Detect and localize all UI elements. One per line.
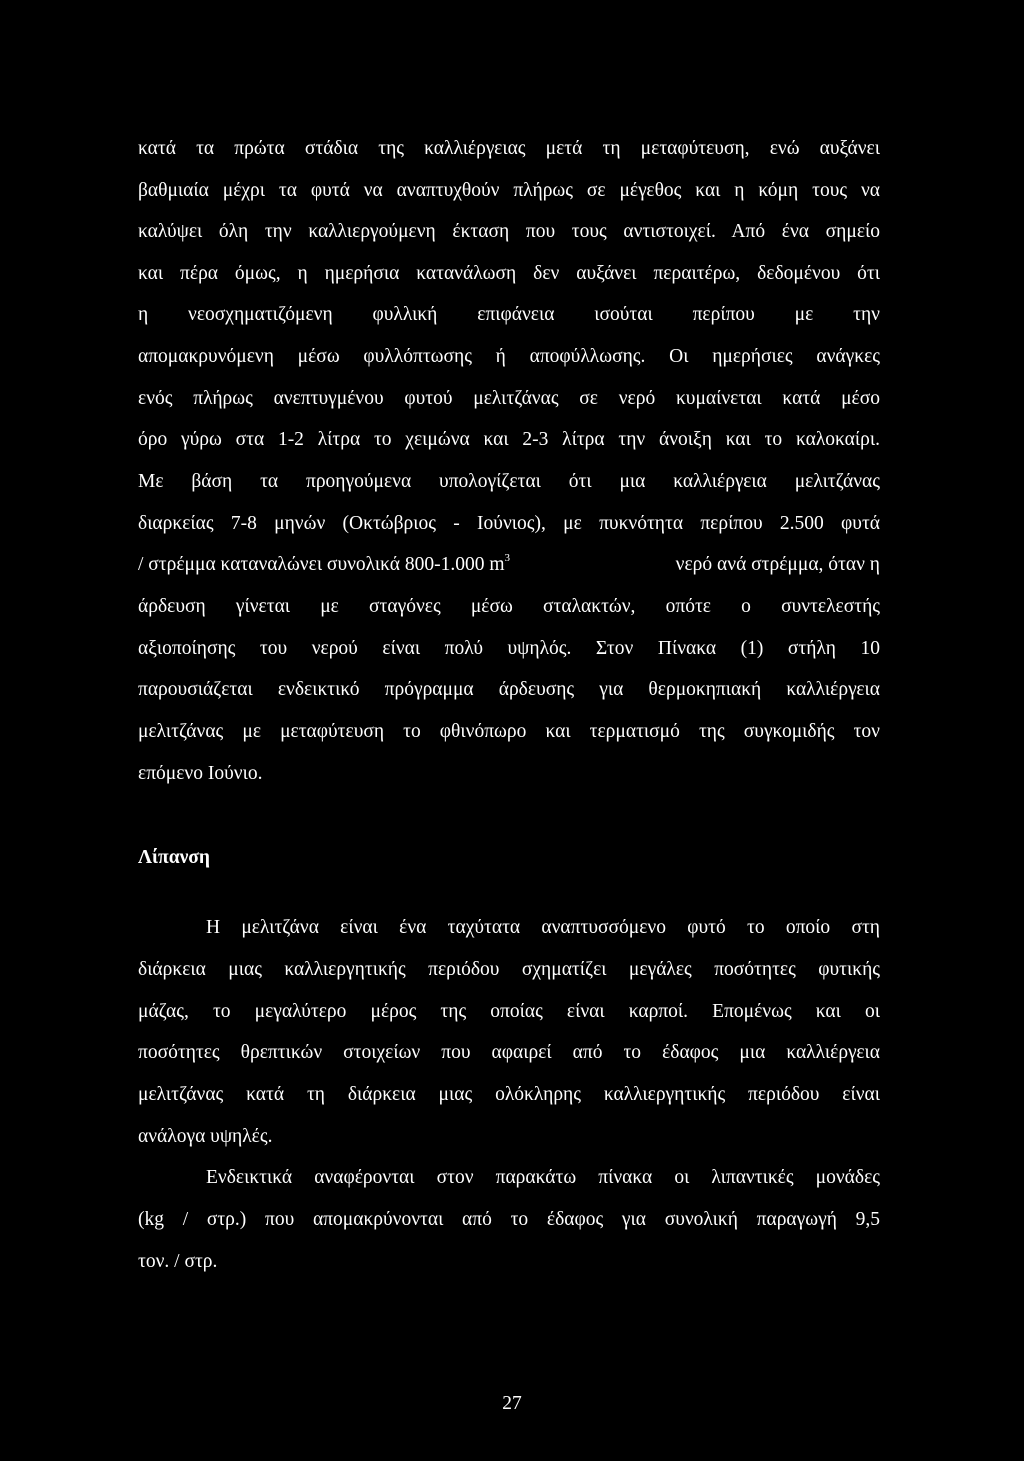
paragraph-line: άρδευση γίνεται με σταγόνες μέσω σταλακτών, οπότε ο συντελεστής [138,596,880,617]
paragraph-line: παρουσιάζεται ενδεικτικό πρόγραμμα άρδευσης για θερμοκηπιακή καλλιέργεια [138,679,880,700]
line-text-end: νερό ανά στρέμμα, όταν η [675,554,880,575]
paragraph-line: απομακρυνόμενη μέσω φυλλόπτωσης ή αποφύλλωσης. Οι ημερήσιες ανάγκες [138,346,880,367]
paragraph-line: (kg / στρ.) που απομακρύνονται από το έδαφος για συνολική παραγωγή 9,5 [138,1209,880,1230]
paragraph-line: κατά τα πρώτα στάδια της καλλιέργειας μετά τη μεταφύτευση, ενώ αυξάνει [138,138,880,159]
superscript-unit: 3 [504,552,511,564]
paragraph-line: η νεοσχηματιζόμενη φυλλική επιφάνεια ισούται περίπου με την [138,304,880,325]
paragraph-line: διαρκείας 7-8 μηνών (Οκτώβριος - Ιούνιος), με πυκνότητα περίπου 2.500 φυτά [138,513,880,534]
line-text-start: / στρέμμα καταναλώνει συνολικά 800-1.000 m [138,554,505,575]
paragraph-line: βαθμιαία μέχρι τα φυτά να αναπτυχθούν πλήρως σε μέγεθος και η κόμη τους να [138,180,880,201]
paragraph-line-indented: Ενδεικτικά αναφέρονται στον παρακάτω πίνακα οι λιπαντικές μονάδες [206,1167,880,1188]
paragraph-line: διάρκεια μιας καλλιεργητικής περιόδου σχηματίζει μεγάλες ποσότητες φυτικής [138,959,880,980]
page-number: 27 [502,1393,522,1414]
paragraph-line: μάζας, το μεγαλύτερο μέρος της οποίας είναι καρποί. Επομένως και οι [138,1001,880,1022]
paragraph-line: μελιτζάνας κατά τη διάρκεια μιας ολόκληρης καλλιεργητικής περιόδου είναι [138,1084,880,1105]
paragraph-line: ποσότητες θρεπτικών στοιχείων που αφαιρεί από το έδαφος μια καλλιέργεια [138,1042,880,1063]
section-heading: Λίπανση [138,847,210,868]
paragraph-line-last: επόμενο Ιούνιο. [138,763,263,784]
paragraph-line: Με βάση τα προηγούμενα υπολογίζεται ότι μια καλλιέργεια μελιτζάνας [138,471,880,492]
paragraph-line: και πέρα όμως, η ημερήσια κατανάλωση δεν αυξάνει περαιτέρω, δεδομένου ότι [138,263,880,284]
paragraph-line-last: ανάλογα υψηλές. [138,1126,273,1147]
paragraph-line: ενός πλήρως ανεπτυγμένου φυτού μελιτζάνας σε νερό κυμαίνεται κατά μέσο [138,388,880,409]
paragraph-line-indented: Η μελιτζάνα είναι ένα ταχύτατα αναπτυσσόμενο φυτό το οποίο στη [206,917,880,938]
paragraph-line-with-superscript [138,553,880,577]
paragraph-line: μελιτζάνας με μεταφύτευση το φθινόπωρο και τερματισμό της συγκομιδής τον [138,721,880,742]
paragraph-line-last: τον. / στρ. [138,1251,218,1272]
paragraph-line: καλύψει όλη την καλλιεργούμενη έκταση που τους αντιστοιχεί. Από ένα σημείο [138,221,880,242]
paragraph-line: αξιοποίησης του νερού είναι πολύ υψηλός. Στον Πίνακα (1) στήλη 10 [138,638,880,659]
paragraph-line: όρο γύρω στα 1-2 λίτρα το χειμώνα και 2-3 λίτρα την άνοιξη και το καλοκαίρι. [138,429,880,450]
